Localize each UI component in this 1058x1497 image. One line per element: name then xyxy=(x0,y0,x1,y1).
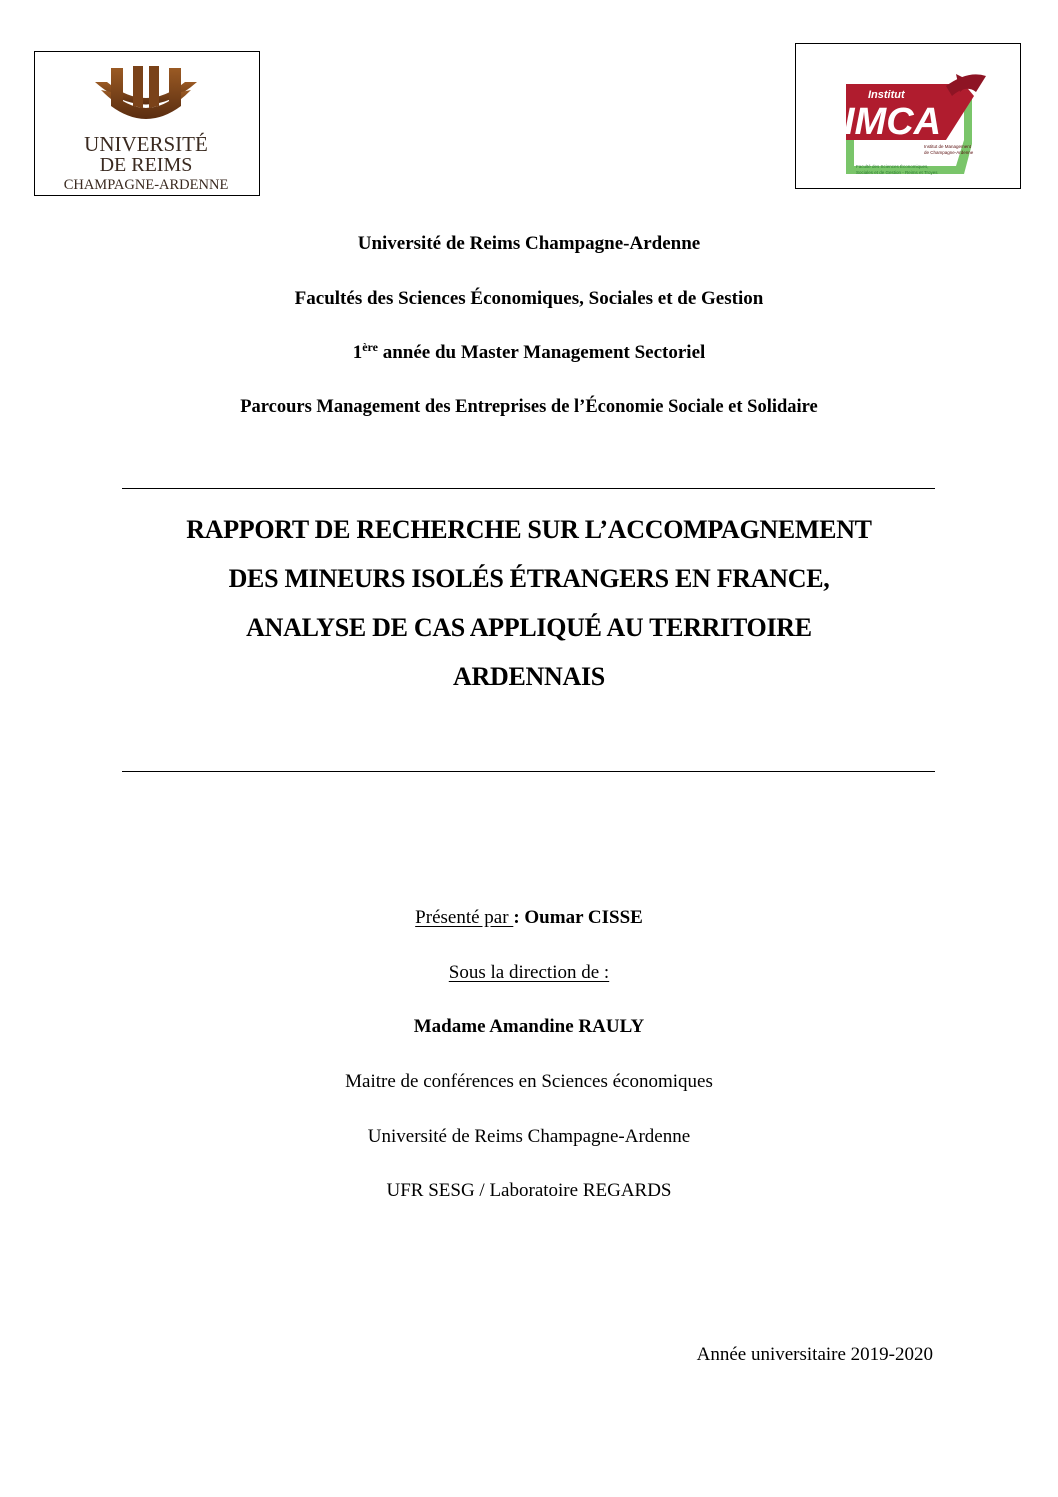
header-university: Université de Reims Champagne-Ardenne xyxy=(357,233,701,254)
report-title xyxy=(0,505,1058,701)
urca-logo-line2: DE REIMS xyxy=(99,154,193,176)
director-role: Maitre de conférences en Sciences économiques xyxy=(345,1071,713,1092)
imca-sub1: Institut de Management xyxy=(924,144,972,149)
academic-year: Année universitaire 2019-2020 xyxy=(696,1344,933,1365)
header-parcours: Parcours Management des Entreprises de l’Économie Sociale et Solidaire xyxy=(240,397,818,417)
direction-label: Sous la direction de : xyxy=(448,962,610,983)
title-line-2: DES MINEURS ISOLÉS ÉTRANGERS EN FRANCE, xyxy=(228,564,830,593)
imca-fac1: Faculté des Sciences Économiques, xyxy=(856,164,929,169)
title-bottom-rule xyxy=(122,771,935,772)
title-line-1: RAPPORT DE RECHERCHE SUR L’ACCOMPAGNEMENT xyxy=(186,515,872,544)
urca-logo-line1: UNIVERSITÉ xyxy=(84,132,208,156)
imca-name: IMCA xyxy=(844,101,942,143)
presented-colon: : xyxy=(513,907,525,928)
director-university: Université de Reims Champagne-Ardenne xyxy=(367,1126,691,1147)
year-superscript: ère xyxy=(362,340,378,354)
title-line-4: ARDENNAIS xyxy=(453,662,605,691)
imca-institut-label: Institut xyxy=(868,89,905,101)
imca-logo-emblem xyxy=(796,44,1019,187)
author-name: Oumar CISSE xyxy=(524,907,643,928)
urca-logo-emblem xyxy=(35,52,258,194)
header-master-year xyxy=(0,342,1058,364)
presented-label: Présenté par xyxy=(415,907,514,928)
title-line-3: ANALYSE DE CAS APPLIQUÉ AU TERRITOIRE xyxy=(246,613,812,642)
header-faculty: Facultés des Sciences Économiques, Sociales et de Gestion xyxy=(294,288,764,309)
imca-fac2: Sociales et de Gestion - Reims et Troyes xyxy=(856,170,938,175)
title-top-rule xyxy=(122,488,935,489)
imca-logo xyxy=(795,43,1021,189)
director-name: Madame Amandine RAULY xyxy=(413,1016,645,1037)
year-rest: année du Master Management Sectoriel xyxy=(377,342,706,363)
presented-by xyxy=(0,907,1058,929)
director-lab: UFR SESG / Laboratoire REGARDS xyxy=(386,1180,672,1201)
year-number: 1 xyxy=(352,342,363,363)
urca-logo-line3: CHAMPAGNE-ARDENNE xyxy=(63,177,229,193)
imca-sub2: de Champagne-Ardenne xyxy=(924,150,974,155)
urca-logo xyxy=(34,51,260,196)
